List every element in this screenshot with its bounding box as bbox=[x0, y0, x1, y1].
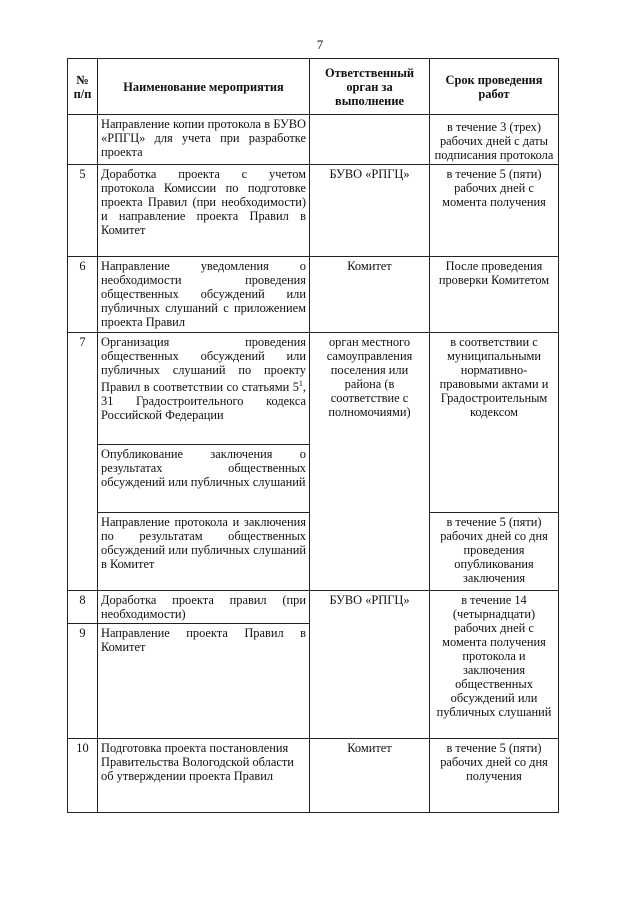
row-name: Подготовка проекта постановления Правительства Вологодской области об утверждении проекта Правил bbox=[98, 739, 310, 813]
row-term: в течение 3 (трех) рабочих дней с даты подписания протокола bbox=[430, 115, 559, 165]
row-num bbox=[68, 115, 98, 165]
row-term: в соответствии с муниципальными нормативно-правовыми актами и Градостроительным кодексом bbox=[430, 333, 559, 445]
row-responsible: орган местного самоуправления поселения или района (в соответствие с полномочиями) bbox=[310, 333, 430, 445]
row-name: Направление копии протокола в БУВО «РПГЦ» для учета при разработке проекта bbox=[98, 115, 310, 165]
table-row bbox=[68, 115, 559, 165]
row-term: в течение 5 (пяти) рабочих дней с момента получения bbox=[430, 165, 559, 257]
row-responsible: БУВО «РПГЦ» bbox=[310, 591, 430, 739]
table-row bbox=[68, 165, 559, 257]
header-name: Наименование мероприятия bbox=[98, 59, 310, 115]
row-name: Опубликование заключения о результатах общественных обсуждений или публичных слушаний bbox=[98, 445, 310, 513]
row-term bbox=[430, 445, 559, 513]
row-name-text: Организация проведения общественных обсуждений или публичных слушаний по проекту Правил в соответствии со статьями 5 bbox=[101, 335, 306, 395]
row-responsible: Комитет bbox=[310, 739, 430, 813]
row-num: 5 bbox=[68, 165, 98, 257]
table-row bbox=[68, 739, 559, 813]
row-num: 9 bbox=[68, 624, 98, 739]
row-name: Доработка проекта с учетом протокола Комиссии по подготовке проекта Правил (при необходимости) и направление проекта Правил в Комитет bbox=[98, 165, 310, 257]
table-row bbox=[68, 257, 559, 333]
row-num: 7 bbox=[68, 333, 98, 445]
table-row bbox=[68, 333, 559, 445]
row-num: 6 bbox=[68, 257, 98, 333]
header-term: Срок проведения работ bbox=[430, 59, 559, 115]
row-num bbox=[68, 513, 98, 591]
row-responsible: Комитет bbox=[310, 257, 430, 333]
table-row bbox=[68, 513, 559, 591]
header-responsible: Ответственный орган за выполнение bbox=[310, 59, 430, 115]
row-num: 8 bbox=[68, 591, 98, 624]
header-num: № п/п bbox=[68, 59, 98, 115]
row-term: в течение 5 (пяти) рабочих дней со дня проведения опубликования заключения bbox=[430, 513, 559, 591]
row-name: Направление проекта Правил в Комитет bbox=[98, 624, 310, 739]
table-row bbox=[68, 591, 559, 624]
row-name: Направление уведомления о необходимости проведения общественных обсуждений или публичных слушаний с приложением проекта Правил bbox=[98, 257, 310, 333]
row-term: в течение 14 (четырнадцати) рабочих дней с момента получения протокола и заключения общественных обсуждений или публичных слушаний bbox=[430, 591, 559, 739]
row-responsible: БУВО «РПГЦ» bbox=[310, 165, 430, 257]
row-name: Направление протокола и заключения по результатам общественных обсуждений или публичных слушаний в Комитет bbox=[98, 513, 310, 591]
row-term: в течение 5 (пяти) рабочих дней со дня получения bbox=[430, 739, 559, 813]
row-name-text-continued: , 31 Градостроительного кодекса Российской Федерации bbox=[101, 380, 306, 423]
row-responsible bbox=[310, 115, 430, 165]
row-responsible bbox=[310, 513, 430, 591]
table-header-row bbox=[68, 59, 559, 115]
table-row bbox=[68, 445, 559, 513]
row-num bbox=[68, 445, 98, 513]
row-name-superscript: 1 bbox=[298, 379, 303, 388]
row-responsible bbox=[310, 445, 430, 513]
row-num: 10 bbox=[68, 739, 98, 813]
row-name bbox=[98, 333, 310, 445]
row-term: После проведения проверки Комитетом bbox=[430, 257, 559, 333]
row-name: Доработка проекта правил (при необходимости) bbox=[98, 591, 310, 624]
page-number: 7 bbox=[316, 37, 324, 52]
schedule-table bbox=[67, 58, 559, 813]
